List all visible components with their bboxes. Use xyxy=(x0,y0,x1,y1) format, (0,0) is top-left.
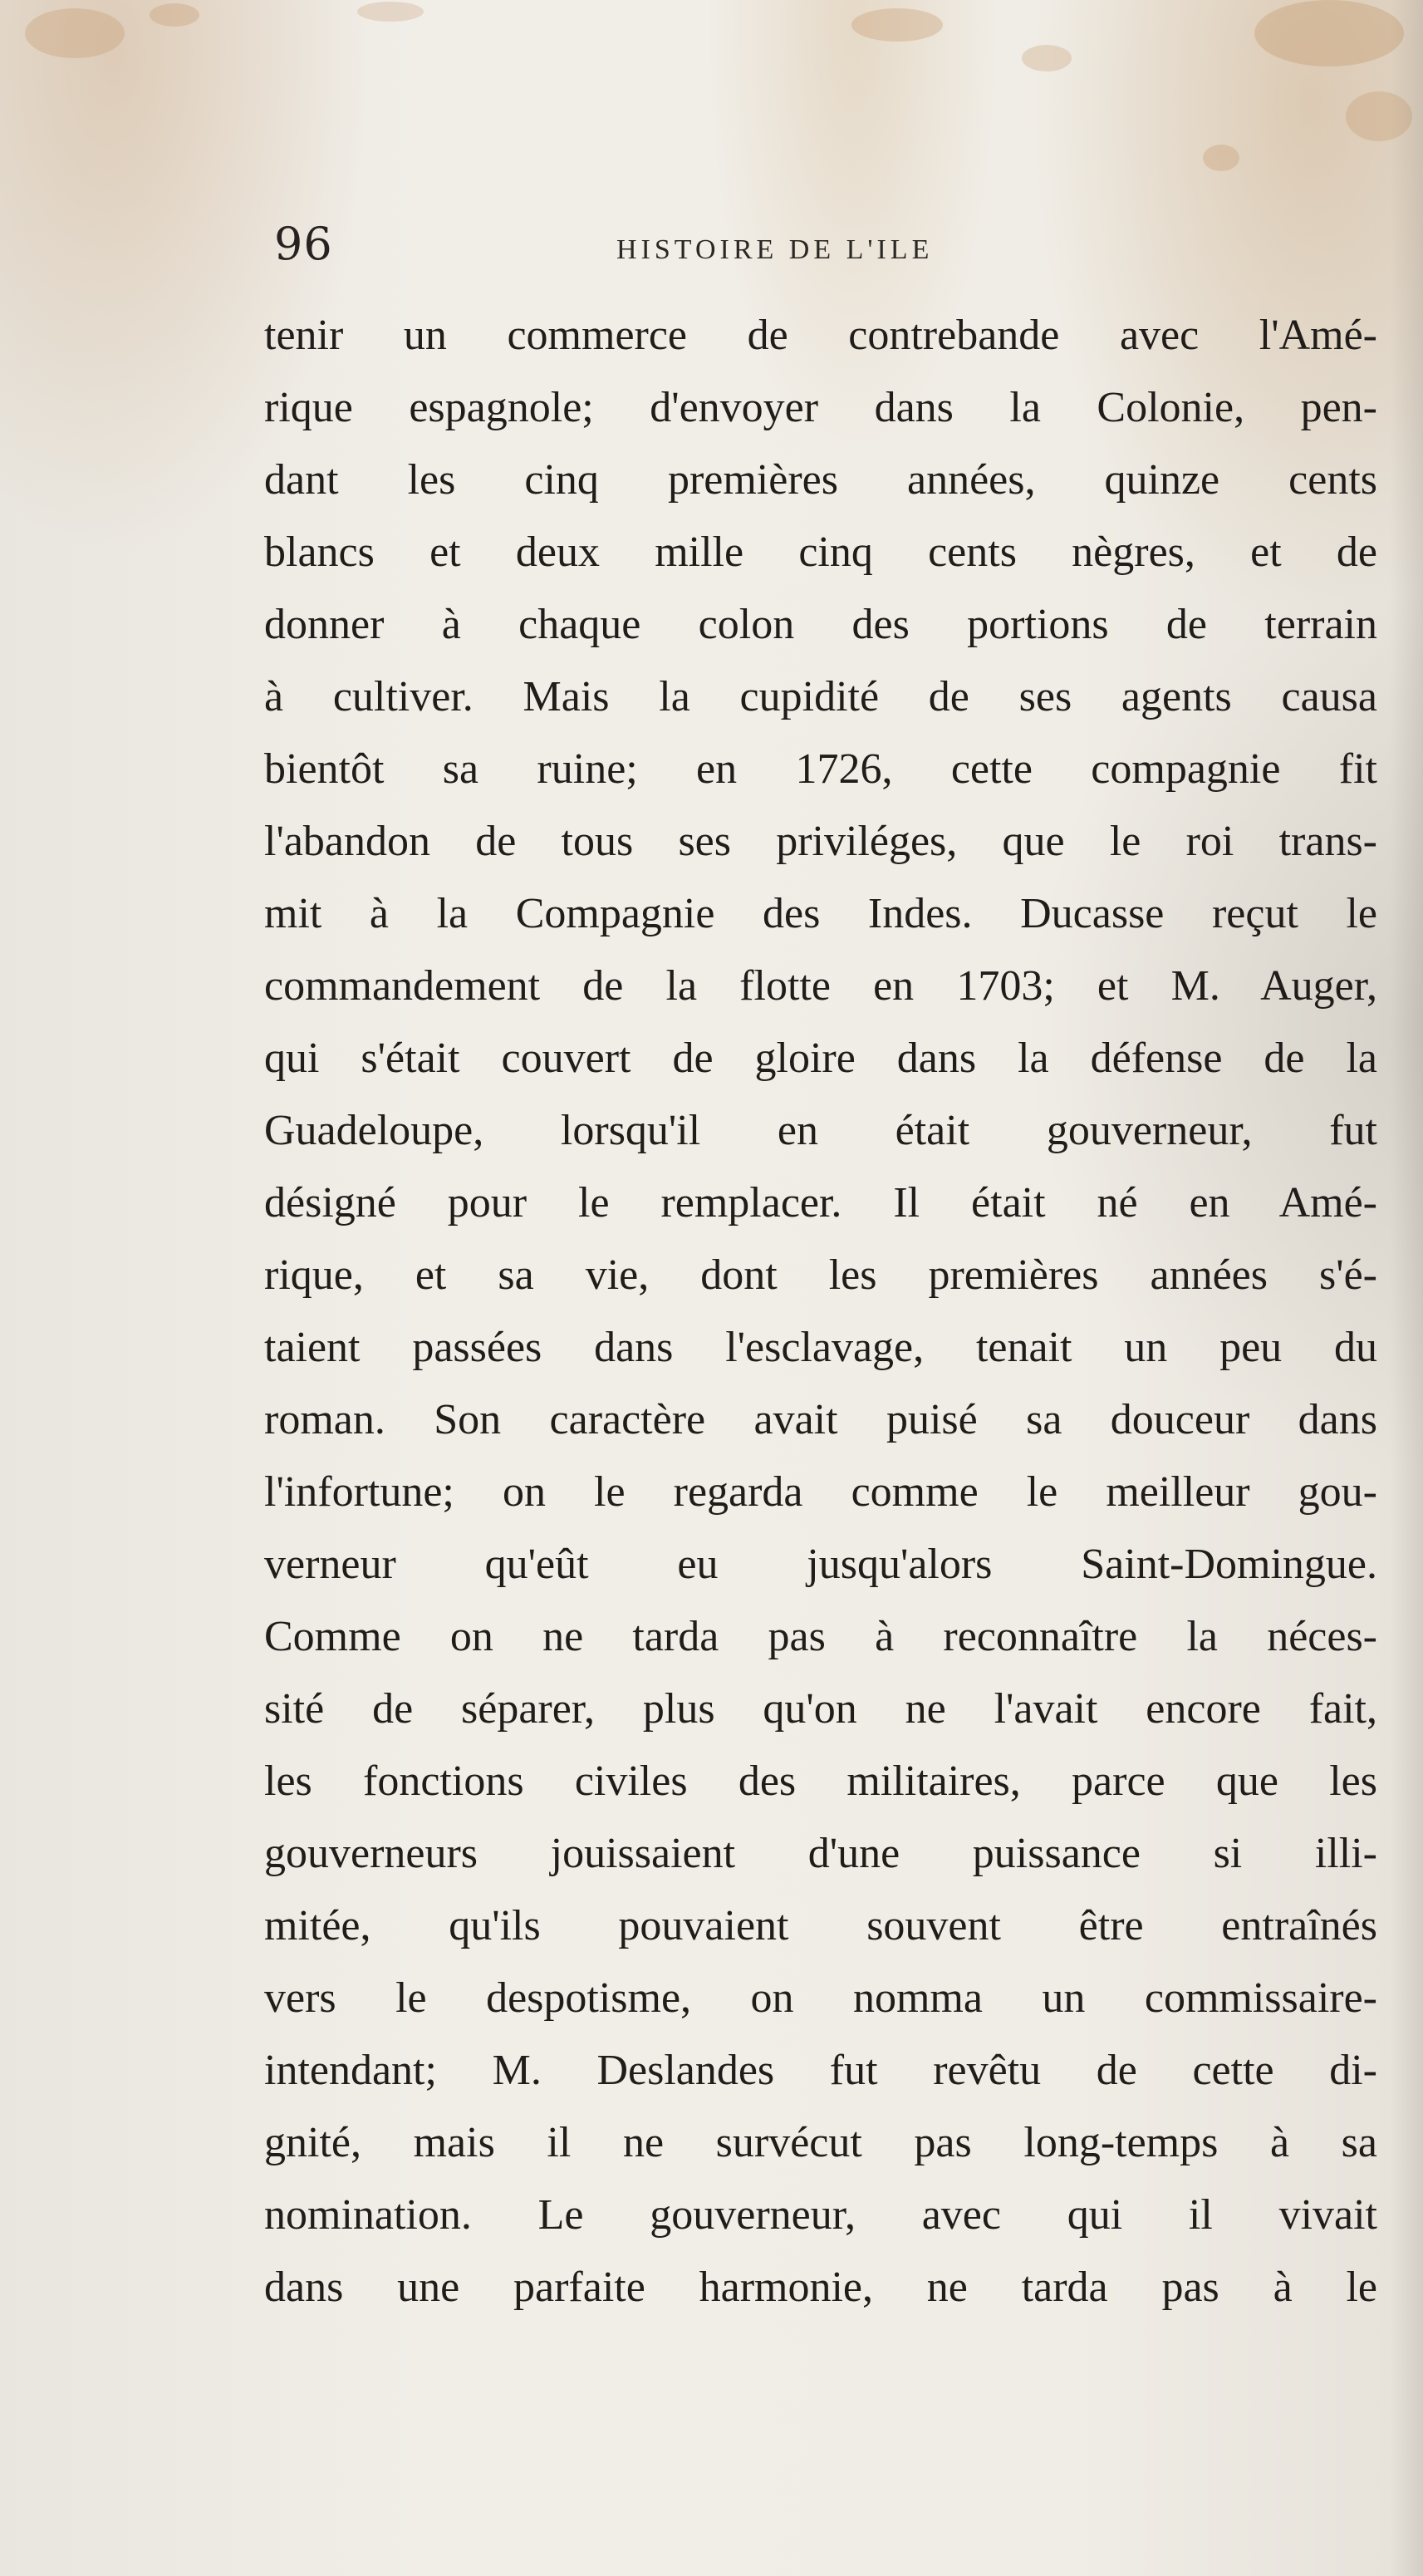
text-line: qui s'était couvert de gloire dans la défense de la xyxy=(264,1035,1377,1082)
text-line: commandement de la flotte en 1703; et M. Auger, xyxy=(264,962,1377,1010)
text-line: taient passées dans l'esclavage, tenait un peu du xyxy=(264,1324,1377,1371)
running-title: HISTOIRE DE L'ILE xyxy=(616,234,934,265)
text-line: l'infortune; on le regarda comme le meilleur gou- xyxy=(264,1468,1377,1516)
text-line: rique espagnole; d'envoyer dans la Colonie, pen- xyxy=(264,384,1377,431)
text-line: désigné pour le remplacer. Il était né en Amé- xyxy=(264,1179,1377,1227)
text-line: tenir un commerce de contrebande avec l'Amé- xyxy=(264,312,1377,359)
text-line: sité de séparer, plus qu'on ne l'avait encore fait, xyxy=(264,1685,1377,1733)
text-line: donner à chaque colon des portions de terrain xyxy=(264,601,1377,648)
text-line: rique, et sa vie, dont les premières années s'é- xyxy=(264,1251,1377,1299)
text-line: gouverneurs jouissaient d'une puissance si illi- xyxy=(264,1830,1377,1877)
page-number: 96 xyxy=(274,218,333,270)
text-line: Comme on ne tarda pas à reconnaître la néces- xyxy=(264,1613,1377,1660)
text-line: intendant; M. Deslandes fut revêtu de cette di- xyxy=(264,2047,1377,2094)
text-line: dant les cinq premières années, quinze cents xyxy=(264,456,1377,504)
page-gutter-shadow xyxy=(1390,0,1423,2576)
running-header xyxy=(274,218,1379,284)
text-line: mit à la Compagnie des Indes. Ducasse reçut le xyxy=(264,890,1377,937)
text-line: l'abandon de tous ses priviléges, que le roi trans- xyxy=(264,818,1377,865)
foxing-stains xyxy=(0,0,1423,216)
text-line: bientôt sa ruine; en 1726, cette compagnie fit xyxy=(264,745,1377,793)
text-line: les fonctions civiles des militaires, parce que les xyxy=(264,1757,1377,1805)
text-line: mitée, qu'ils pouvaient souvent être entraînés xyxy=(264,1902,1377,1949)
text-line: dans une parfaite harmonie, ne tarda pas à le xyxy=(264,2264,1377,2311)
body-text xyxy=(264,299,1377,2323)
text-line: à cultiver. Mais la cupidité de ses agents causa xyxy=(264,673,1377,720)
text-line: vers le despotisme, on nomma un commissaire- xyxy=(264,1974,1377,2022)
text-line: nomination. Le gouverneur, avec qui il vivait xyxy=(264,2191,1377,2239)
text-line: gnité, mais il ne survécut pas long-temps à sa xyxy=(264,2119,1377,2166)
text-line: blancs et deux mille cinq cents nègres, et de xyxy=(264,528,1377,576)
text-line: verneur qu'eût eu jusqu'alors Saint-Domingue. xyxy=(264,1541,1377,1588)
text-line: roman. Son caractère avait puisé sa douceur dans xyxy=(264,1396,1377,1443)
text-line: Guadeloupe, lorsqu'il en était gouverneur, fut xyxy=(264,1107,1377,1154)
